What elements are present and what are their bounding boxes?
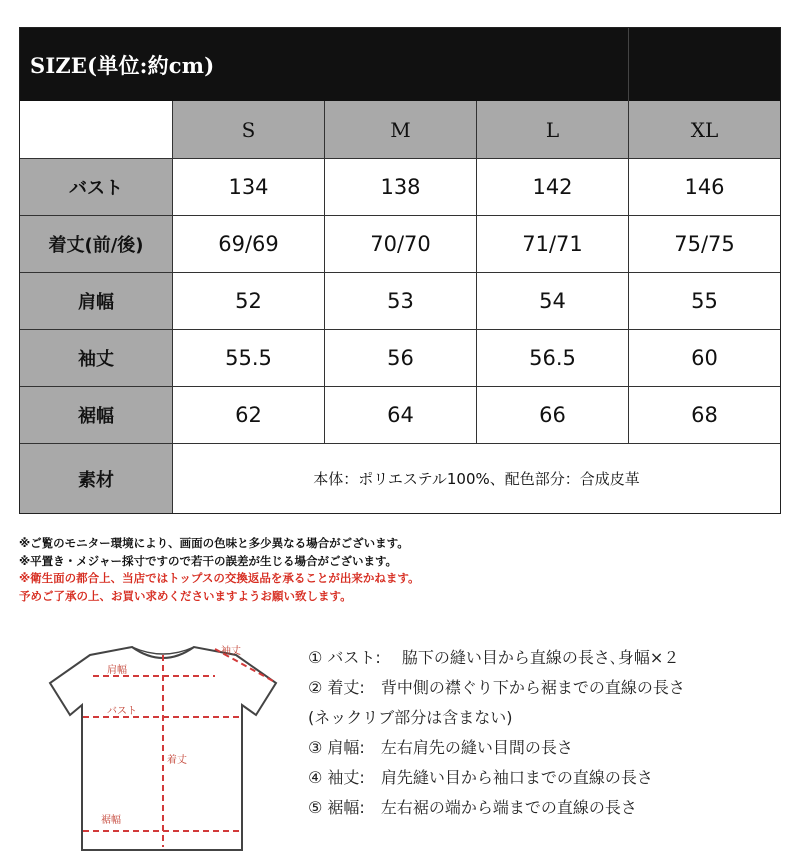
legend-line: ④ 袖丈: 肩先縫い目から袖口までの直線の長さ (308, 768, 653, 787)
measurement-legend (308, 643, 685, 823)
corner-cell (20, 101, 173, 158)
value: 138 (380, 175, 421, 199)
value: 54 (539, 289, 566, 313)
value-cell (173, 386, 325, 443)
note-line: ※平置き・メジャー採寸ですので若干の誤差が生じる場合がございます。 (19, 553, 398, 568)
size-table (19, 27, 781, 514)
row-label-cell (20, 329, 173, 386)
value: 62 (235, 403, 262, 427)
row-label: 袖丈 (78, 349, 114, 370)
value-cell (629, 386, 780, 443)
value-cell (325, 386, 477, 443)
value: 66 (539, 403, 566, 427)
table-row (20, 215, 780, 272)
material-value-cell (173, 443, 780, 513)
size-label: L (545, 117, 560, 142)
bust-label: バスト (107, 706, 137, 717)
header-divider (628, 28, 629, 101)
value-cell (325, 329, 477, 386)
value: 70/70 (370, 232, 431, 256)
size-header-cell (629, 101, 780, 158)
notes (19, 535, 419, 605)
table-row (20, 386, 780, 443)
hem-label: 裾幅 (101, 815, 121, 826)
value-cell (325, 158, 477, 215)
shoulder-label: 肩幅 (107, 665, 127, 676)
size-label: M (390, 117, 411, 142)
row-label-cell (20, 272, 173, 329)
material-value: 本体：ポリエステル100%、配色部分：合成皮革 (313, 470, 640, 488)
legend-line: ② 着丈: 背中側の襟ぐり下から裾までの直線の長さ (308, 678, 685, 697)
material-row (20, 443, 780, 513)
size-header-cell (173, 101, 325, 158)
value-cell (477, 329, 629, 386)
row-label-cell (20, 443, 173, 513)
value: 52 (235, 289, 262, 313)
value-cell (629, 158, 780, 215)
table-row (20, 329, 780, 386)
legend-line: (ネックリブ部分は含まない) (308, 708, 513, 727)
value-cell (325, 215, 477, 272)
value-cell (477, 158, 629, 215)
value-cell (629, 215, 780, 272)
value-cell (173, 329, 325, 386)
length-label: 着丈 (167, 755, 187, 766)
row-label: バスト (69, 178, 123, 199)
value: 53 (387, 289, 414, 313)
value: 55.5 (225, 346, 272, 370)
note-line: ※ご覧のモニター環境により、画面の色味と多少異なる場合がございます。 (19, 536, 409, 550)
sleeve-label: 袖丈 (221, 646, 241, 657)
value-cell (173, 215, 325, 272)
table-title: SIZE(単位:約cm) (30, 53, 215, 78)
value: 56 (387, 346, 414, 370)
value: 56.5 (529, 346, 576, 370)
value-cell (325, 272, 477, 329)
value: 69/69 (218, 232, 279, 256)
row-label-cell (20, 158, 173, 215)
size-header-row (20, 101, 780, 158)
material-label: 素材 (78, 469, 114, 491)
value-cell (477, 215, 629, 272)
row-label: 裾幅 (78, 406, 114, 427)
value-cell (477, 386, 629, 443)
value: 75/75 (674, 232, 735, 256)
table-row (20, 158, 780, 215)
value: 68 (691, 403, 718, 427)
legend-line: ③ 肩幅: 左右肩先の縫い目間の長さ (308, 738, 573, 757)
value: 60 (691, 346, 718, 370)
table-row (20, 272, 780, 329)
legend-line: ① バスト: 脇下の縫い目から直線の長さ､身幅×２ (308, 648, 680, 667)
tshirt-svg (35, 625, 295, 855)
value: 142 (532, 175, 573, 199)
legend-line: ⑤ 裾幅: 左右裾の端から端までの直線の長さ (308, 798, 637, 817)
tshirt-diagram (35, 625, 295, 855)
size-label: S (241, 117, 256, 142)
value-cell (173, 272, 325, 329)
value-cell (629, 329, 780, 386)
value: 71/71 (522, 232, 583, 256)
row-label-cell (20, 386, 173, 443)
note-line: ※衛生面の都合上、当店ではトップスの交換返品を承ることが出来かねます。 (19, 571, 420, 585)
row-label: 着丈(前/後) (48, 235, 144, 256)
value: 55 (691, 289, 718, 313)
size-header-cell (325, 101, 477, 158)
value: 64 (387, 403, 414, 427)
value: 134 (228, 175, 269, 199)
table-header-bar (20, 28, 780, 101)
size-header-cell (477, 101, 629, 158)
note-line: 予めご了承の上、お買い求めくださいますようお願い致します。 (19, 588, 352, 603)
value: 146 (684, 175, 725, 199)
value-cell (477, 272, 629, 329)
row-label: 肩幅 (78, 292, 114, 313)
value-cell (173, 158, 325, 215)
value-cell (629, 272, 780, 329)
size-label: XL (690, 117, 719, 142)
row-label-cell (20, 215, 173, 272)
